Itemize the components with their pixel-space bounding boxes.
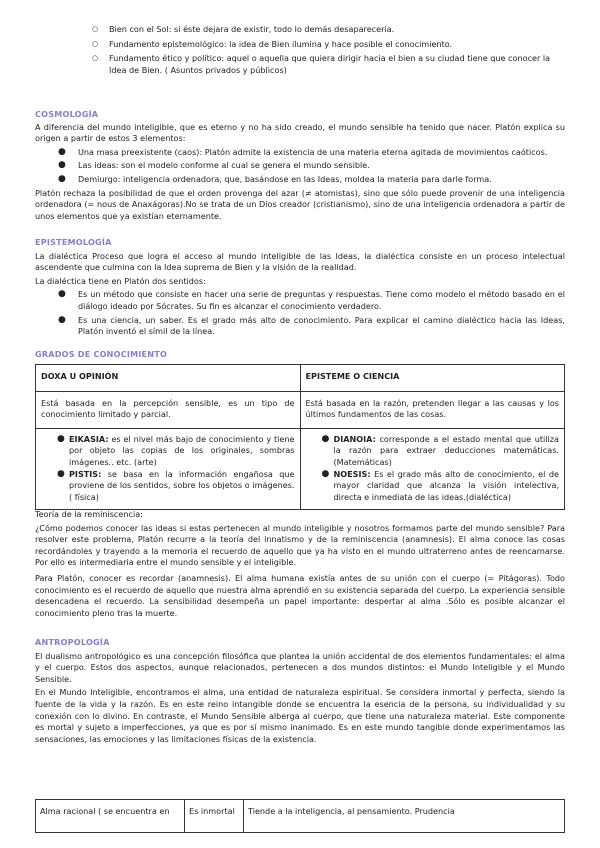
cosmologia-section — [35, 109, 565, 222]
bullet-list — [58, 147, 565, 186]
list-item: ● DIANOIA: corresponde a el estado mental que utiliza la razón para extraer deducciones matemáticas.(Matemáticas) — [321, 433, 559, 467]
bullet-icon: ● — [58, 289, 66, 300]
alma-table — [35, 799, 565, 833]
paragraph: ¿Cómo podemos conocer las ideas si estas pertenecen al mundo inteligible y nosotros formamos parte del mundo sensible? Para resolver este problema, Platón recurre a la teoría del innatismo y de la reminiscencia (anamnesis). El alma conoce las cosas recordándoles y trayendo a la memoria el recuerdo de aquello que ya ha visto en el mundo ultraterreno antes de reencarnarse. Por ello es intermediaria entre el mundo sensible y el inteligible. — [35, 522, 565, 568]
paragraph: Platón rechaza la posibilidad de que el orden provenga del azar (≠ atomistas), sino que sólo puede provenir de una inteligencia ordenadora (= nous de Anaxágoras).No se trata de un Dios creador (cristianismo), sino de una inteligencia ordenadora a partir de unos elementos que ya existían eternamente. — [35, 187, 565, 221]
list-item: ● Es un método que consiste en hacer una serie de preguntas y respuestas. Tiene como modelo el método basado en el diálogo ideado por Sócrates. Su fin es alcanzar el conocimiento verdadero. — [58, 289, 565, 311]
paragraph: Para Platón, conocer es recordar (anamnesis). El alma humana existía antes de su unión con el cuerpo (= Pitágoras). Todo conocimiento es el recuerdo de aquello que nuestra alma aprendió en su existencia separada del cuerpo. La experiencia sensible desencadena el recuerdo. La sensibilidad desempeña un papel importante: despertar al alma .Sólo es posible alcanzar el conocimiento pleno tras la muerte. — [35, 572, 565, 618]
circle-bullet-icon: ○ — [92, 54, 99, 63]
reminiscencia-section — [35, 509, 565, 619]
paragraph: En el Mundo Inteligible, encontramos el alma, una entidad de naturaleza espiritual. Se considera inmortal y perfecta, siendo la fuente de la vida y la razón. Es en este reino intangible donde se encuentra la esencia de la persona, su individualidad y su conexión con lo divino. En contraste, el Mundo Sensible alberga al cuerpo, que tiene una naturaleza material. Este componente es mortal y sujeto a imperfecciones, ya que es por sí mismo inanimado. Es en este mundo tangible donde experimentamos las sensaciones, las emociones y las limitaciones físicas de la existencia. — [35, 687, 565, 744]
table-cell: Alma racional ( se encuentra en — [36, 800, 185, 833]
list-item: ● PISTIS: se basa en la información engañosa que proviene de los sentidos, sobre los objetos o imágenes. ( física) — [57, 468, 295, 502]
paragraph: El dualismo antropológico es una concepción filosófica que plantea la unión accidental de dos elementos fundamentales: el alma y el cuerpo. Estos dos aspectos, aunque relacionados, pertenecen a dos mundos distintos: el Mundo Inteligible y el Mundo Sensible. — [35, 650, 565, 684]
paragraph: La dialéctica Proceso que logra el acceso al mundo inteligible de las Ideas, la dialéctica consiste en un proceso intelectual ascendente que culmina con la Idea suprema de Bien y la visión de la realidad. — [35, 250, 565, 273]
bullet-icon: ● — [321, 468, 330, 479]
bullet-icon: ● — [58, 314, 66, 325]
bullet-icon: ● — [57, 468, 65, 479]
bullet-icon: ● — [57, 433, 65, 444]
list-item: ○ Bien con el Sol: si éste dejara de existir, todo lo demás desaparecería. — [92, 24, 395, 34]
section-heading: COSMOLOGÍA — [35, 109, 99, 119]
grados-table — [35, 364, 565, 510]
subsection-title: Teoría de la reminiscencia: — [35, 509, 143, 519]
circle-bullet-icon: ○ — [92, 39, 99, 48]
list-item: ● Una masa preexistente (caos): Platón admite la existencia de una materia eterna agitada de movimientos caóticos. — [58, 146, 548, 157]
list-item: ○ Fundamento ético y político: aquel o aquella que quiera dirigir hacia el bien a su ciudad tiene que conocer la Idea de Bien. ( Asuntos privados y públicos) — [92, 53, 551, 75]
epistemologia-section — [35, 237, 565, 338]
circle-bullet-icon: ○ — [92, 25, 99, 33]
bien-sublist — [92, 24, 562, 76]
list-item: ● Las ideas: son el modelo conforme al cual se genera el mundo sensible. — [58, 160, 370, 171]
list-item: ● EIKASIA: es el nivel más bajo de conocimiento y tiene por objeto las copias de los originales, sombras imágenes.. etc. (arte) — [57, 433, 295, 467]
section-heading: GRADOS DE CONOCIMIENTO — [35, 349, 168, 359]
bullet-icon: ● — [58, 146, 66, 157]
bullet-list — [58, 289, 565, 337]
table-cell — [36, 428, 301, 510]
section-heading: ANTROPOLOGÍA — [35, 637, 110, 647]
bullet-icon: ● — [58, 173, 66, 184]
table-cell — [300, 428, 565, 510]
table-cell: Tiende a la inteligencia, al pensamiento. Prudencia — [244, 800, 565, 833]
table-header-cell: DOXA U OPINIÓN — [36, 365, 301, 392]
table-cell — [300, 391, 565, 428]
paragraph: A diferencia del mundo inteligible, que es eterno y no ha sido creado, el mundo sensible ha tenido que nacer. Platón explica su origen a partir de estos 3 elementos: — [35, 121, 565, 144]
list-item: ● Demiurgo: inteligencia ordenadora, que, basándose en las Ideas, moldea la materia para darle forma. — [58, 173, 492, 184]
antropologia-section — [35, 637, 565, 745]
list-item: ○ Fundamento epistemológico: la idea de Bien ilumina y hace posible el conocimiento. — [92, 38, 453, 49]
bullet-icon: ● — [321, 433, 330, 444]
cell-text: Está basada en la razón, pretenden llegar a las causas y los últimos fundamentos de las cosas. — [305, 397, 559, 420]
list-item: ● Es una ciencia, un saber. Es el grado más alto de conocimiento. Para explicar el camino dialéctico hacia las Ideas, Platón inventó el símil de la línea. — [58, 314, 565, 337]
bullet-icon: ● — [58, 160, 66, 171]
list-item: ● NOESIS: Es el grado más alto de conocimiento, el de mayor claridad que alcanza la visión intelectiva, directa e inmediata de las ideas.(dialéctica) — [321, 468, 559, 502]
table-cell: Es inmortal — [185, 800, 244, 833]
cell-text: Está basada en la percepción sensible, es un tipo de conocimiento limitado y parcial. — [41, 397, 295, 420]
table-cell — [36, 391, 301, 428]
grados-heading-wrap — [35, 349, 565, 361]
paragraph: La dialéctica tiene en Platón dos sentidos: — [35, 275, 206, 286]
section-heading: EPISTEMOLOGÍA — [35, 237, 112, 247]
table-header-cell: EPISTEME O CIENCIA — [300, 365, 565, 392]
